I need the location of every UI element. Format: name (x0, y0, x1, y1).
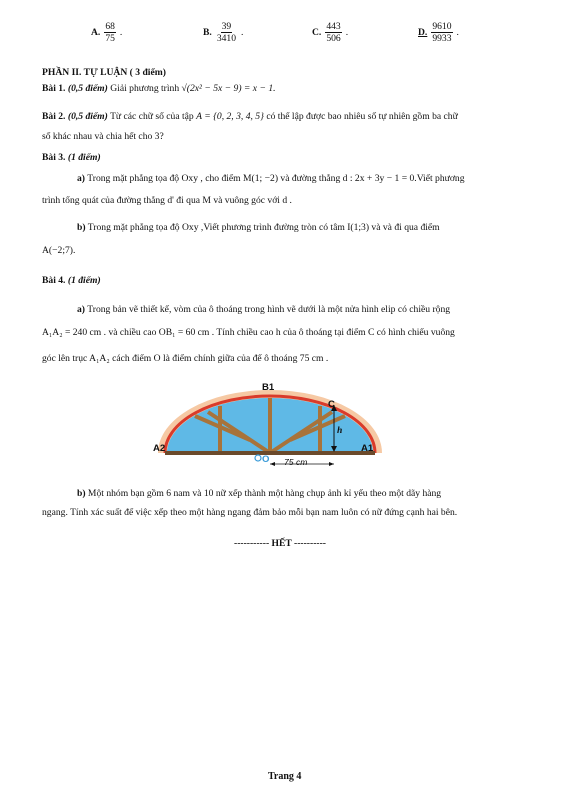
label-b1: B1 (262, 382, 275, 393)
problem-3a-line1: a) Trong mặt phẳng tọa độ Oxy , cho điểm M(1; −2) và đường thẳng d : 2x + 3y − 1 = 0.Viết phương (77, 173, 465, 184)
problem-3b-line1: b) Trong mặt phẳng tọa độ Oxy ,Viết phương trình đường tròn có tâm I(1;3) và và đi qua điểm (77, 222, 440, 233)
label-c: C (328, 399, 335, 410)
problem-2-line2: số khác nhau và chia hết cho 3? (42, 131, 164, 142)
option-c-letter: C. (312, 27, 322, 38)
problem-3a-line2: trình tổng quát của đường thẳng d' đi qua M và vuông góc với d . (42, 195, 292, 206)
part2-heading: PHẦN II. TỰ LUẬN ( 3 điểm) (42, 67, 166, 78)
option-a: A. $\frac{68}{75}$ . (91, 21, 123, 44)
option-c-fraction: $\frac{443}{506}$ (326, 21, 341, 44)
option-c: C. $\frac{443}{506}$ . (312, 21, 349, 44)
option-b-fraction: $\frac{39}{3410}$ (216, 21, 236, 44)
problem-1-equation: √(2x² − 5x − 9) = x − 1. (181, 83, 276, 94)
problem-4b-line2: ngang. Tính xác suất để việc xếp theo một hàng ngang đảm bảo mỗi bạn nam luôn có nữ đứng cạnh hai bên. (42, 507, 458, 518)
problem-4-heading: Bài 4. (1 điểm) (42, 275, 101, 286)
option-d: D. $\frac{9610}{9933}$ . (418, 21, 459, 44)
label-75cm: 75 cm (284, 457, 308, 467)
label-a2: A2 (153, 443, 166, 454)
option-d-letter: D. (418, 27, 428, 38)
problem-3-heading: Bài 3. (1 điểm) (42, 152, 101, 163)
problem-4a-line3: góc lên trục A₁A₂ cách điểm O là điểm chính giữa của đế ô thoáng 75 cm . (42, 353, 329, 364)
problem-4a-line2: A₁A₂ = 240 cm . và chiều cao OB₁ = 60 cm . Tính chiều cao h của ô thoáng tại điểm C có hình chiếu vuông (42, 327, 455, 338)
label-o: O (262, 454, 270, 465)
label-a1: A1 (361, 443, 374, 454)
option-d-fraction: $\frac{9610}{9933}$ (432, 21, 452, 44)
end-marker: ----------- HẾT ---------- (234, 538, 326, 549)
option-b: B. $\frac{39}{3410}$ . (203, 21, 244, 44)
page-number: Trang 4 (268, 771, 302, 782)
option-b-letter: B. (203, 27, 212, 38)
problem-4a-line1: a) Trong bản vẽ thiết kế, vòm của ô thoáng trong hình vẽ dưới là một nửa hình elip có chiều rộng (77, 304, 451, 315)
option-a-fraction: $\frac{68}{75}$ (105, 21, 115, 44)
problem-4b-line1: b) Một nhóm bạn gồm 6 nam và 10 nữ xếp thành một hàng chụp ảnh kỉ yếu theo một dãy hàng (77, 488, 442, 499)
dimension-arrow-left-icon (270, 462, 275, 466)
problem-2-line1: Bài 2. (0,5 điểm) Từ các chữ số của tập A = {0, 2, 3, 4, 5} có thể lập được bao nhiêu số tự nhiên gồm ba chữ (42, 111, 458, 122)
label-h: h (337, 425, 343, 436)
option-a-letter: A. (91, 27, 101, 38)
problem-3b-line2: A(−2;7). (42, 245, 76, 256)
problem-1: Bài 1. (0,5 điểm) Giải phương trình √(2x² − 5x − 9) = x − 1. (42, 83, 276, 94)
dimension-arrow-right-icon (329, 462, 334, 466)
point-o-marker (255, 455, 261, 461)
